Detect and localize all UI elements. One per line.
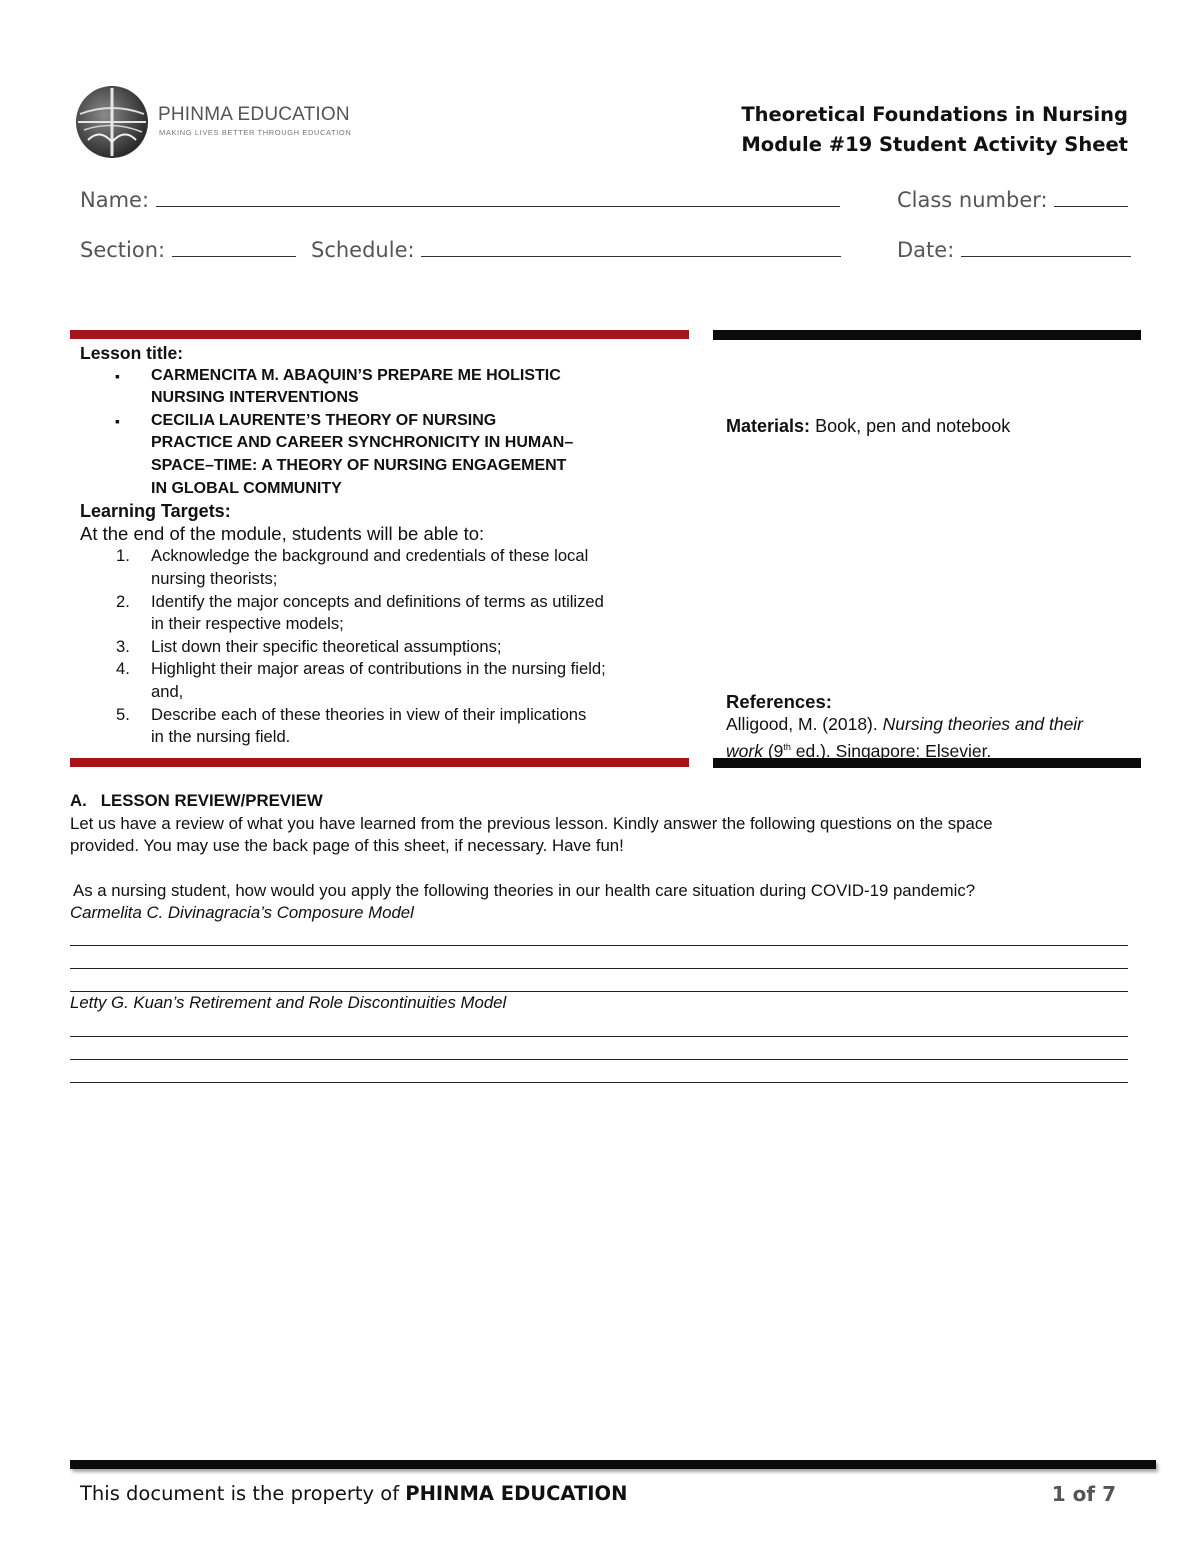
target-number: 5. [116, 704, 130, 724]
theory-1-label: Carmelita C. Divinagracia’s Composure Model [70, 903, 414, 922]
materials-panel-top-bar [713, 330, 1141, 340]
footer-rule [70, 1460, 1156, 1469]
lesson-title-line: ▪ CECILIA LAURENTE’S THEORY OF NURSING [151, 411, 497, 429]
learning-target-item [80, 636, 680, 659]
answer-line[interactable] [70, 945, 1128, 946]
reference-entry [726, 713, 1136, 763]
learning-target-item [80, 658, 680, 703]
learning-target-item [80, 591, 680, 636]
target-number: 3. [116, 636, 130, 656]
target-line: Describe each of these theories in view of their implications [151, 704, 587, 724]
schedule-label: Schedule: [311, 238, 415, 262]
learning-target-item [80, 545, 680, 590]
reference-edition-sup: th [783, 742, 791, 752]
materials-label: Materials: [726, 416, 811, 436]
phinma-globe-icon [74, 84, 150, 160]
module-title: Module #19 Student Activity Sheet [741, 133, 1128, 156]
materials-text: Book, pen and notebook [815, 416, 1011, 436]
name-label: Name: [80, 188, 150, 212]
name-blank[interactable] [156, 184, 840, 207]
answer-line[interactable] [70, 1082, 1128, 1083]
lesson-review-section [70, 790, 1130, 858]
logo-tagline: MAKING LIVES BETTER THROUGH EDUCATION [159, 128, 352, 137]
target-line: and, [151, 681, 184, 701]
section-heading [70, 790, 1130, 813]
logo-name: PHINMA EDUCATION [158, 104, 350, 125]
footer-property-notice [80, 1482, 627, 1505]
reference-author: Alligood, M. (2018). [726, 714, 878, 734]
answer-line[interactable] [70, 991, 1128, 992]
target-number: 2. [116, 591, 130, 611]
schedule-field[interactable] [311, 234, 841, 262]
lesson-title-item [80, 365, 680, 410]
answer-line[interactable] [70, 1059, 1128, 1060]
reference-book-title-cont: work [726, 740, 763, 761]
answer-line[interactable] [70, 1036, 1128, 1037]
section-heading-text: LESSON REVIEW/PREVIEW [100, 791, 323, 810]
references [726, 690, 1136, 763]
target-line: List down their specific theoretical assumptions; [151, 636, 502, 656]
target-line: in their respective models; [151, 614, 344, 634]
section-heading-number: A. [70, 791, 87, 810]
section-label: Section: [80, 238, 166, 262]
class-number-label: Class number: [897, 188, 1048, 212]
target-line: Acknowledge the background and credentials of these local [151, 546, 589, 566]
footer-text: This document is the property of [80, 1482, 406, 1505]
section-intro-line: provided. You may use the back page of this sheet, if necessary. Have fun! [70, 836, 624, 855]
target-line: in the nursing field. [151, 727, 291, 747]
date-field[interactable] [897, 234, 1131, 262]
section-field[interactable] [80, 234, 296, 262]
question: As a nursing student, how would you apply the following theories in our health care situation during COVID-19 pandemic? [73, 881, 976, 900]
reference-edition: (9 [762, 740, 784, 761]
lesson-title-line: PRACTICE AND CAREER SYNCHRONICITY IN HUMAN– [151, 434, 574, 452]
section-blank[interactable] [172, 234, 296, 257]
name-field[interactable] [80, 184, 840, 212]
lesson-title-line: IN GLOBAL COMMUNITY [151, 479, 342, 497]
reference-publisher: ed.). Singapore: Elsevier. [790, 740, 992, 761]
lesson-panel-bottom-bar [70, 758, 689, 767]
page-number: 1 of 7 [1051, 1482, 1116, 1506]
learning-targets-label: Learning Targets: [80, 501, 231, 522]
document-title [741, 100, 1128, 160]
target-number: 4. [116, 659, 130, 679]
theory-2-label: Letty G. Kuan’s Retirement and Role Discontinuities Model [70, 993, 507, 1012]
materials [726, 416, 1010, 437]
course-title: Theoretical Foundations in Nursing [741, 103, 1128, 126]
schedule-blank[interactable] [421, 234, 841, 257]
target-number: 1. [116, 546, 130, 566]
class-number-field[interactable] [897, 184, 1128, 212]
lesson-panel-top-bar [70, 330, 689, 339]
learning-target-item [80, 704, 680, 749]
lesson-title-item [80, 410, 680, 500]
target-line: Identify the major concepts and definitions of terms as utilized [151, 591, 604, 611]
footer-owner: PHINMA EDUCATION [405, 1482, 628, 1505]
date-blank[interactable] [961, 234, 1131, 257]
lesson-title-label: Lesson title: [80, 343, 184, 363]
class-number-blank[interactable] [1054, 184, 1128, 207]
date-label: Date: [897, 238, 955, 262]
learning-targets-intro: At the end of the module, students will be able to: [80, 522, 485, 544]
target-line: nursing theorists; [151, 568, 278, 588]
answer-line[interactable] [70, 968, 1128, 969]
target-line: Highlight their major areas of contributions in the nursing field; [151, 659, 606, 679]
lesson-title-line: ▪ CARMENCITA M. ABAQUIN’S PREPARE ME HOLISTIC [151, 366, 561, 384]
section-intro-line: Let us have a review of what you have learned from the previous lesson. Kindly answer the following questions on the space [70, 813, 993, 833]
references-label: References: [726, 691, 832, 712]
lesson-title-line: NURSING INTERVENTIONS [151, 389, 359, 407]
lesson-panel [80, 342, 680, 749]
lesson-title-line: SPACE–TIME: A THEORY OF NURSING ENGAGEMENT [151, 456, 567, 474]
phinma-logo [74, 84, 352, 160]
reference-book-title: Nursing theories and their [882, 714, 1084, 734]
